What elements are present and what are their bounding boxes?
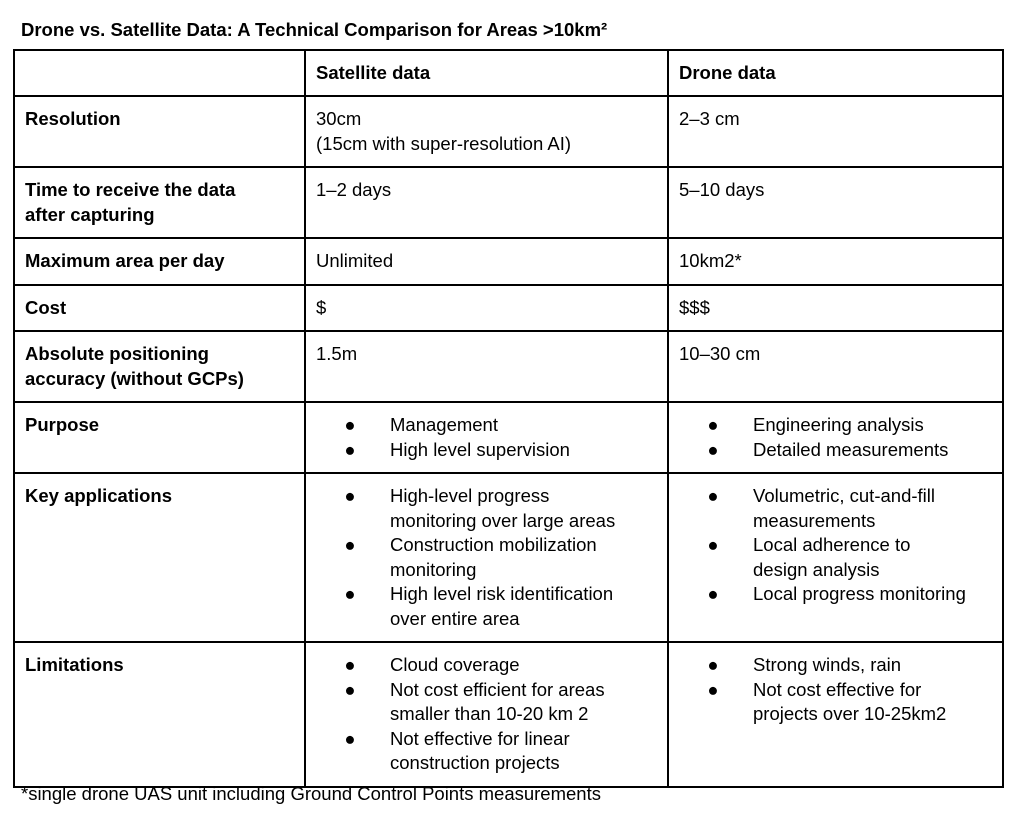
item-line: measurements: [753, 509, 876, 531]
table-row-purpose: [14, 402, 1003, 473]
footnote: *single drone UAS unit including Ground Control Points measurements: [21, 783, 601, 804]
item-line: monitoring over large areas: [390, 509, 616, 531]
item-line: design analysis: [753, 558, 880, 580]
comparison-table: [13, 49, 1004, 788]
bullet-list: [679, 653, 996, 727]
bullet-icon: ●: [707, 414, 719, 435]
row-label: Key applications: [14, 473, 305, 642]
item-line: Volumetric, cut-and-fill: [753, 485, 935, 506]
bullet-icon: ●: [344, 485, 356, 506]
bullet-list: [316, 413, 661, 462]
label-line: Absolute positioning: [25, 343, 209, 364]
satellite-cell: [305, 473, 668, 642]
list-item: [316, 678, 661, 727]
table-row-resolution: [14, 96, 1003, 167]
item-line: monitoring: [390, 558, 477, 580]
drone-cell: [668, 473, 1003, 642]
row-label: Maximum area per day: [14, 238, 305, 285]
list-item: [679, 438, 996, 463]
item-line: Construction mobilization: [390, 534, 597, 555]
satellite-cell: [305, 642, 668, 787]
satellite-cell: 1.5m: [305, 331, 668, 402]
item-line: projects over 10-25km2: [753, 703, 947, 724]
drone-cell: $$$: [668, 285, 1003, 332]
cell-line: 30cm: [316, 108, 362, 129]
item-line: over entire area: [390, 607, 520, 629]
item-line: Cloud coverage: [390, 654, 520, 675]
bullet-icon: ●: [707, 654, 719, 675]
table-row-time-to-receive: [14, 167, 1003, 238]
satellite-cell: 1–2 days: [305, 167, 668, 238]
drone-cell: [668, 642, 1003, 787]
satellite-cell: [305, 402, 668, 473]
label-line: Time to receive the data: [25, 179, 236, 200]
bullet-icon: ●: [707, 583, 719, 604]
bullet-icon: ●: [707, 534, 719, 555]
bullet-list: [316, 653, 661, 776]
item-line: High-level progress: [390, 485, 550, 506]
bullet-icon: ●: [707, 485, 719, 506]
item-line: High level risk identification: [390, 583, 614, 604]
header-cell-satellite: Satellite data: [305, 50, 668, 96]
satellite-cell: [305, 96, 668, 167]
table-row-key-applications: [14, 473, 1003, 642]
bullet-icon: ●: [344, 654, 356, 675]
drone-cell: 5–10 days: [668, 167, 1003, 238]
header-cell-drone: Drone data: [668, 50, 1003, 96]
table-row-max-area: [14, 238, 1003, 285]
row-label: Resolution: [14, 96, 305, 167]
bullet-icon: ●: [344, 727, 356, 749]
item-line: Not cost effective for: [753, 678, 922, 700]
satellite-cell: $: [305, 285, 668, 332]
item-line: Management: [390, 414, 498, 435]
bullet-icon: ●: [344, 438, 356, 460]
bullet-list: [679, 413, 996, 462]
label-line: accuracy (without GCPs): [25, 367, 244, 389]
list-item: [316, 582, 661, 631]
bullet-icon: ●: [707, 678, 719, 700]
list-item: [679, 653, 996, 678]
cell-line: 2–3 cm: [679, 108, 740, 129]
list-item: [316, 438, 661, 463]
list-item: [679, 678, 996, 727]
item-line: Not effective for linear: [390, 727, 570, 749]
drone-cell: [668, 96, 1003, 167]
list-item: [679, 533, 996, 582]
bullet-list: [679, 484, 996, 607]
satellite-cell: Unlimited: [305, 238, 668, 285]
list-item: [316, 727, 661, 776]
list-item: [316, 653, 661, 678]
cell-line: (15cm with super-resolution AI): [316, 132, 571, 154]
row-label: [14, 331, 305, 402]
bullet-list: [316, 484, 661, 631]
bullet-icon: ●: [344, 678, 356, 700]
row-label: Limitations: [14, 642, 305, 787]
item-line: Local adherence to: [753, 534, 911, 555]
list-item: [679, 484, 996, 533]
drone-cell: 10km2*: [668, 238, 1003, 285]
list-item: [679, 582, 996, 607]
table-row-cost: [14, 285, 1003, 332]
item-line: Engineering analysis: [753, 414, 924, 435]
item-line: construction projects: [390, 752, 560, 773]
item-line: smaller than 10-20 km 2: [390, 703, 589, 724]
item-line: Local progress monitoring: [753, 583, 966, 604]
drone-cell: [668, 402, 1003, 473]
bullet-icon: ●: [707, 438, 719, 460]
list-item: [316, 413, 661, 438]
document-title: Drone vs. Satellite Data: A Technical Comparison for Areas >10km²: [21, 19, 608, 40]
list-item: [679, 413, 996, 438]
item-line: Detailed measurements: [753, 438, 949, 460]
table-header-row: [14, 50, 1003, 96]
item-line: Strong winds, rain: [753, 654, 902, 675]
drone-cell: 10–30 cm: [668, 331, 1003, 402]
bullet-icon: ●: [344, 414, 356, 435]
row-label: Purpose: [14, 402, 305, 473]
item-line: Not cost efficient for areas: [390, 678, 605, 700]
item-line: High level supervision: [390, 438, 570, 460]
list-item: [316, 533, 661, 582]
row-label: Cost: [14, 285, 305, 332]
bullet-icon: ●: [344, 583, 356, 604]
table-row-limitations: [14, 642, 1003, 787]
label-line: after capturing: [25, 203, 155, 225]
list-item: [316, 484, 661, 533]
row-label: [14, 167, 305, 238]
header-cell-empty: [14, 50, 305, 96]
bullet-icon: ●: [344, 534, 356, 555]
table-row-positioning-accuracy: [14, 331, 1003, 402]
